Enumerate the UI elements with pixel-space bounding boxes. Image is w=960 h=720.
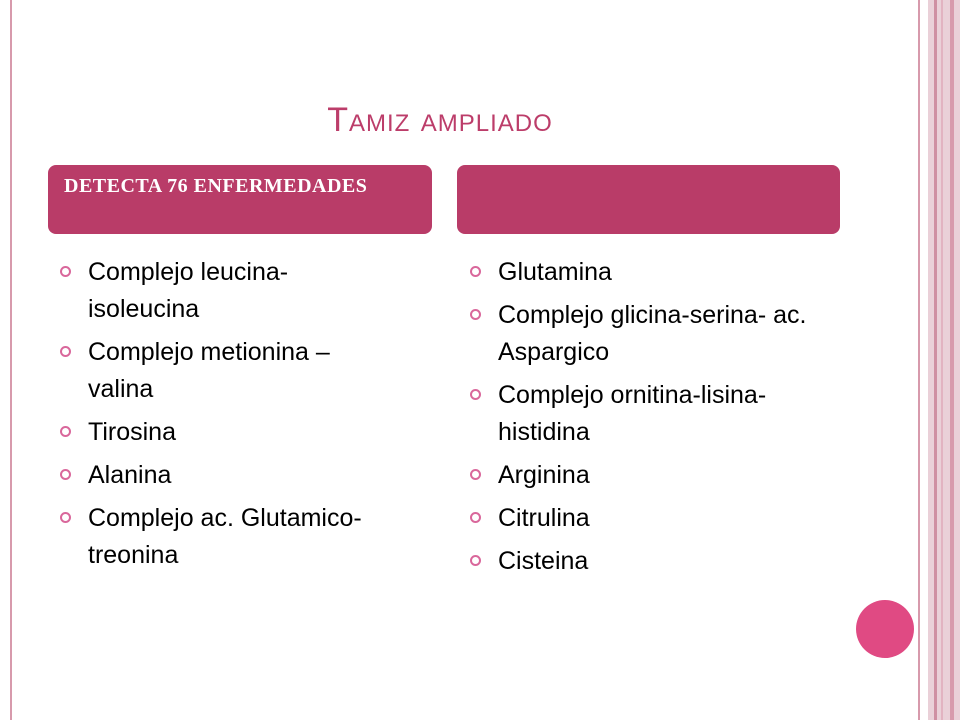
list-item-text: Complejo leucina-isoleucina <box>88 258 289 323</box>
bullet-circle-icon <box>470 512 481 523</box>
bullet-circle-icon <box>470 469 481 480</box>
list-item <box>60 254 420 328</box>
frame-band-stripe <box>950 0 954 720</box>
list-item-text: Complejo ornitina-lisina- histidina <box>498 381 767 446</box>
list-item-text: Complejo ac. Glutamico- treonina <box>88 504 362 569</box>
header-left-box <box>48 165 432 234</box>
list-item-text: Tirosina <box>88 418 176 446</box>
right-bullet-list <box>470 254 850 586</box>
list-item-text: Cisteina <box>498 547 589 575</box>
list-item-text: Complejo metionina – valina <box>88 338 330 403</box>
bullet-circle-icon <box>470 266 481 277</box>
list-item-text: Citrulina <box>498 504 590 532</box>
bullet-circle-icon <box>60 426 71 437</box>
list-item-text: Alanina <box>88 461 172 489</box>
slide-title: Tamiz ampliado <box>327 101 553 139</box>
frame-band-stripe <box>934 0 937 720</box>
frame-right-band <box>928 0 960 720</box>
bullet-circle-icon <box>60 469 71 480</box>
bullet-circle-icon <box>470 389 481 400</box>
list-item <box>470 297 850 371</box>
header-right-box <box>457 165 840 234</box>
bullet-circle-icon <box>470 555 481 566</box>
frame-right-line <box>918 0 920 720</box>
bullet-circle-icon <box>60 346 71 357</box>
list-item <box>60 414 420 451</box>
bullet-circle-icon <box>60 266 71 277</box>
list-item <box>470 457 850 494</box>
list-item-text: Glutamina <box>498 258 612 286</box>
list-item-text: Complejo glicina-serina- ac. Aspargico <box>498 301 807 366</box>
decorative-circle-icon <box>856 600 914 658</box>
list-item <box>470 500 850 537</box>
list-item <box>60 457 420 494</box>
bullet-circle-icon <box>60 512 71 523</box>
list-item <box>470 543 850 580</box>
bullet-circle-icon <box>470 309 481 320</box>
frame-band-stripe <box>941 0 943 720</box>
header-left-label: DETECTA 76 ENFERMEDADES <box>64 175 368 197</box>
list-item <box>60 334 420 408</box>
list-item <box>60 500 420 574</box>
left-bullet-list <box>60 254 420 580</box>
list-item <box>470 377 850 451</box>
list-item <box>470 254 850 291</box>
list-item-text: Arginina <box>498 461 590 489</box>
